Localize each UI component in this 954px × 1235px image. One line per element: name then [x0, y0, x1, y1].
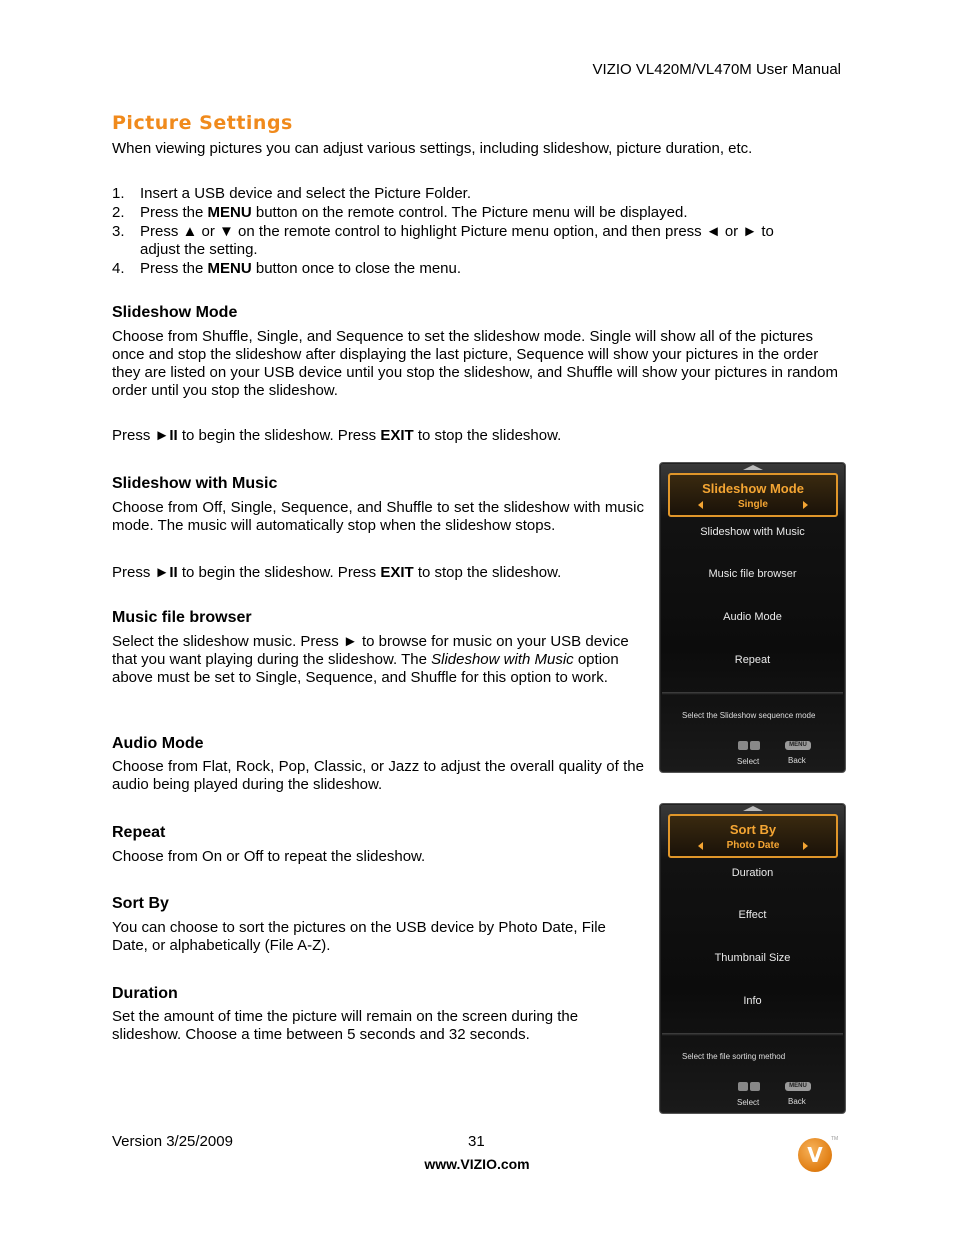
menu-selected-item[interactable]: [668, 814, 838, 858]
menu-item[interactable]: Music file browser: [708, 568, 797, 580]
sort-by-text: You can choose to sort the pictures on the USB device by Photo Date, File Date, or alphabetically (File A-Z).: [112, 919, 606, 954]
menu-hint: Select the Slideshow sequence mode: [682, 711, 816, 720]
select-arrows-icon: [750, 741, 760, 750]
duration-heading: Duration: [112, 985, 178, 1002]
logo-letter: V: [807, 1143, 823, 1167]
page-number: 31: [468, 1133, 485, 1150]
slideshow-music-text: Choose from Off, Single, Sequence, and Shuffle to set the slideshow with music mode. The music will automatically stop when the slideshow stops.: [112, 499, 644, 534]
sort-menu-panel: [659, 803, 846, 1114]
footer-url[interactable]: www.VIZIO.com: [424, 1156, 530, 1172]
footer-version: Version 3/25/2009: [112, 1133, 233, 1150]
menu-item[interactable]: Duration: [731, 867, 774, 879]
scroll-up-icon: [743, 806, 763, 811]
slideshow-mode-heading: Slideshow Mode: [112, 304, 238, 321]
step-item: 1. Insert a USB device and select the Picture Folder.: [112, 185, 472, 202]
menu-item[interactable]: Audio Mode: [723, 611, 782, 623]
slideshow-menu-panel: [659, 462, 846, 773]
audio-mode-text: Choose from Flat, Rock, Pop, Classic, or Jazz to adjust the overall quality of the audio being played during the slideshow.: [112, 758, 644, 793]
step-item: 2. Press the MENU button on the remote control. The Picture menu will be displayed.: [112, 204, 688, 221]
duration-text: Set the amount of time the picture will remain on the screen during the slideshow. Choose a time between 5 seconds and 32 seconds.: [112, 1008, 579, 1043]
slideshow-mode-press: Press ►II to begin the slideshow. Press EXIT to stop the slideshow.: [112, 427, 562, 444]
scroll-up-icon: [743, 465, 763, 470]
menu-divider: [662, 692, 843, 695]
repeat-text: Choose from On or Off to repeat the slideshow.: [112, 848, 426, 865]
back-label: Back: [788, 756, 806, 765]
menu-selected-title: Slideshow Mode: [702, 481, 804, 496]
menu-item[interactable]: Thumbnail Size: [714, 952, 791, 964]
menu-selected-value: Photo Date: [726, 840, 780, 851]
step-number: 3.: [112, 223, 125, 240]
menu-item[interactable]: Repeat: [734, 654, 771, 666]
menu-keyword: MENU: [207, 260, 252, 277]
section-title: Picture Settings: [112, 112, 293, 134]
vizio-logo-icon: [798, 1138, 832, 1172]
select-label: Select: [737, 757, 760, 766]
back-label: Back: [788, 1097, 806, 1106]
intro-text: When viewing pictures you can adjust various settings, including slideshow, picture duration, etc.: [112, 140, 753, 157]
menu-selected-title: Sort By: [729, 822, 777, 837]
menu-divider: [662, 1033, 843, 1036]
sort-by-heading: Sort By: [112, 895, 169, 912]
steps-list: [112, 185, 812, 279]
step-item: 4. Press the MENU button once to close the menu.: [112, 260, 462, 277]
menu-selected-value: Single: [737, 499, 768, 510]
manual-title: VIZIO VL420M/VL470M User Manual: [592, 61, 841, 78]
menu-button-icon: MENU: [785, 1082, 811, 1091]
trademark-mark: TM: [831, 1136, 839, 1142]
menu-hint: Select the file sorting method: [682, 1052, 786, 1061]
select-arrows-icon: [738, 741, 748, 750]
music-browser-heading: Music file browser: [112, 609, 252, 626]
step-number: 1.: [112, 185, 125, 202]
menu-keyword: MENU: [207, 204, 252, 221]
step-item: 3. Press ▲ or ▼ on the remote control to highlight Picture menu option, and then press ◄ or ► to adjust the setting.: [112, 223, 774, 258]
music-browser-text: Select the slideshow music. Press ► to browse for music on your USB device that you want playing during the slideshow. The Slideshow with Music option above must be set to Single, Sequence, and Shuffle for this option to work.: [112, 633, 629, 686]
select-arrows-icon: [750, 1082, 760, 1091]
select-arrows-icon: [738, 1082, 748, 1091]
menu-button-icon: MENU: [785, 741, 811, 750]
audio-mode-heading: Audio Mode: [112, 735, 204, 752]
slideshow-music-heading: Slideshow with Music: [112, 475, 278, 492]
select-label: Select: [737, 1098, 760, 1107]
menu-item[interactable]: Slideshow with Music: [700, 526, 805, 538]
step-number: 4.: [112, 260, 125, 277]
step-number: 2.: [112, 204, 125, 221]
arrow-right-icon: [803, 842, 808, 850]
repeat-heading: Repeat: [112, 824, 166, 841]
slideshow-mode-text: Choose from Shuffle, Single, and Sequence to set the slideshow mode. Single will show all of the pictures once and stop the slideshow after displaying the last picture, Sequence will show your pictures in the order they are listed on your USB device until you stop the slideshow, and Shuffle will show your pictures in random order until you stop the slideshow.: [112, 328, 838, 399]
menu-item[interactable]: Info: [743, 995, 762, 1007]
menu-selected-item[interactable]: [668, 473, 838, 517]
arrow-right-icon: [803, 501, 808, 509]
slideshow-music-press: Press ►II to begin the slideshow. Press EXIT to stop the slideshow.: [112, 564, 562, 581]
menu-item[interactable]: Effect: [738, 909, 767, 921]
